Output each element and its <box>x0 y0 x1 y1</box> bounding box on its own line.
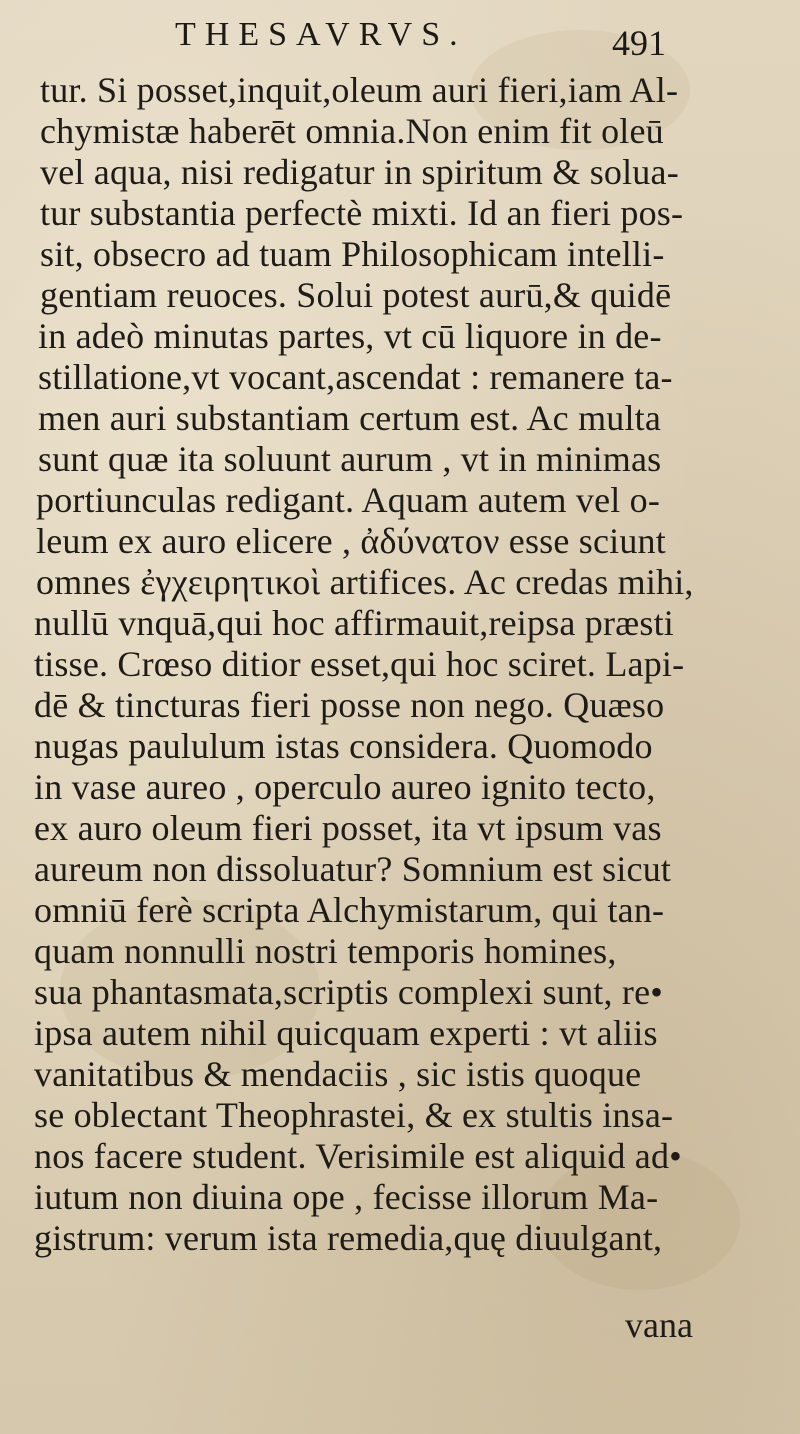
text-line: gistrum: verum ista remedia,quę diuulgant, <box>34 1218 663 1258</box>
text-line: se oblectant Theophrastei, & ex stultis insa- <box>34 1095 674 1135</box>
text-line: ex auro oleum fieri posset, ita vt ipsum vas <box>34 808 662 848</box>
text-line: omnes ἐγχειρητικοὶ artifices. Ac credas mihi, <box>36 562 694 602</box>
text-line: gentiam reuoces. Solui potest aurū,& quidē <box>40 275 672 315</box>
text-line: vanitatibus & mendaciis , sic istis quoque <box>34 1054 642 1094</box>
page-number: 491 <box>612 23 666 63</box>
text-line: portiunculas redigant. Aquam autem vel o- <box>36 480 661 520</box>
catchword: vana <box>625 1305 693 1345</box>
text-line: tisse. Crœso ditior esset,qui hoc sciret. Lapi- <box>34 644 685 684</box>
text-line: iutum non diuina ope , fecisse illorum Ma- <box>34 1177 659 1217</box>
text-line: vel aqua, nisi redigatur in spiritum & solua- <box>40 152 679 192</box>
text-line: quam nonnulli nostri temporis homines, <box>34 931 617 971</box>
page-header <box>0 12 800 63</box>
text-line: dē & tincturas fieri posse non nego. Quæso <box>34 685 665 725</box>
text-line: in adeò minutas partes, vt cū liquore in de- <box>38 316 662 356</box>
text-line: stillatione,vt vocant,ascendat : remanere ta- <box>38 357 673 397</box>
text-line: aureum non dissoluatur? Somnium est sicut <box>34 849 672 889</box>
text-line: leum ex auro elicere , ἀδύνατον esse sciunt <box>36 521 666 561</box>
text-line: nullū vnquā,qui hoc affirmauit,reipsa præsti <box>34 603 675 643</box>
text-line: sua phantasmata,scriptis complexi sunt, re• <box>34 972 664 1012</box>
text-line: in vase aureo , operculo aureo ignito tecto, <box>34 767 656 807</box>
running-title: THESAVRVS. <box>175 16 467 53</box>
text-line: sit, obsecro ad tuam Philosophicam intelli- <box>40 234 665 274</box>
text-line: sunt quæ ita soluunt aurum , vt in minimas <box>38 439 662 479</box>
text-line: tur substantia perfectè mixti. Id an fieri pos- <box>40 193 684 233</box>
text-line: nos facere student. Verisimile est aliquid ad• <box>34 1136 682 1176</box>
text-line: nugas paululum istas considera. Quomodo <box>34 726 653 766</box>
text-line: chymistæ haberēt omnia.Non enim fit oleū <box>40 111 664 151</box>
text-line: tur. Si posset,inquit,oleum auri fieri,iam Al- <box>40 70 679 110</box>
text-line: men auri substantiam certum est. Ac multa <box>38 398 662 438</box>
text-line: omniū ferè scripta Alchymistarum, qui tan- <box>34 890 665 930</box>
text-line: ipsa autem nihil quicquam experti : vt aliis <box>34 1013 658 1053</box>
